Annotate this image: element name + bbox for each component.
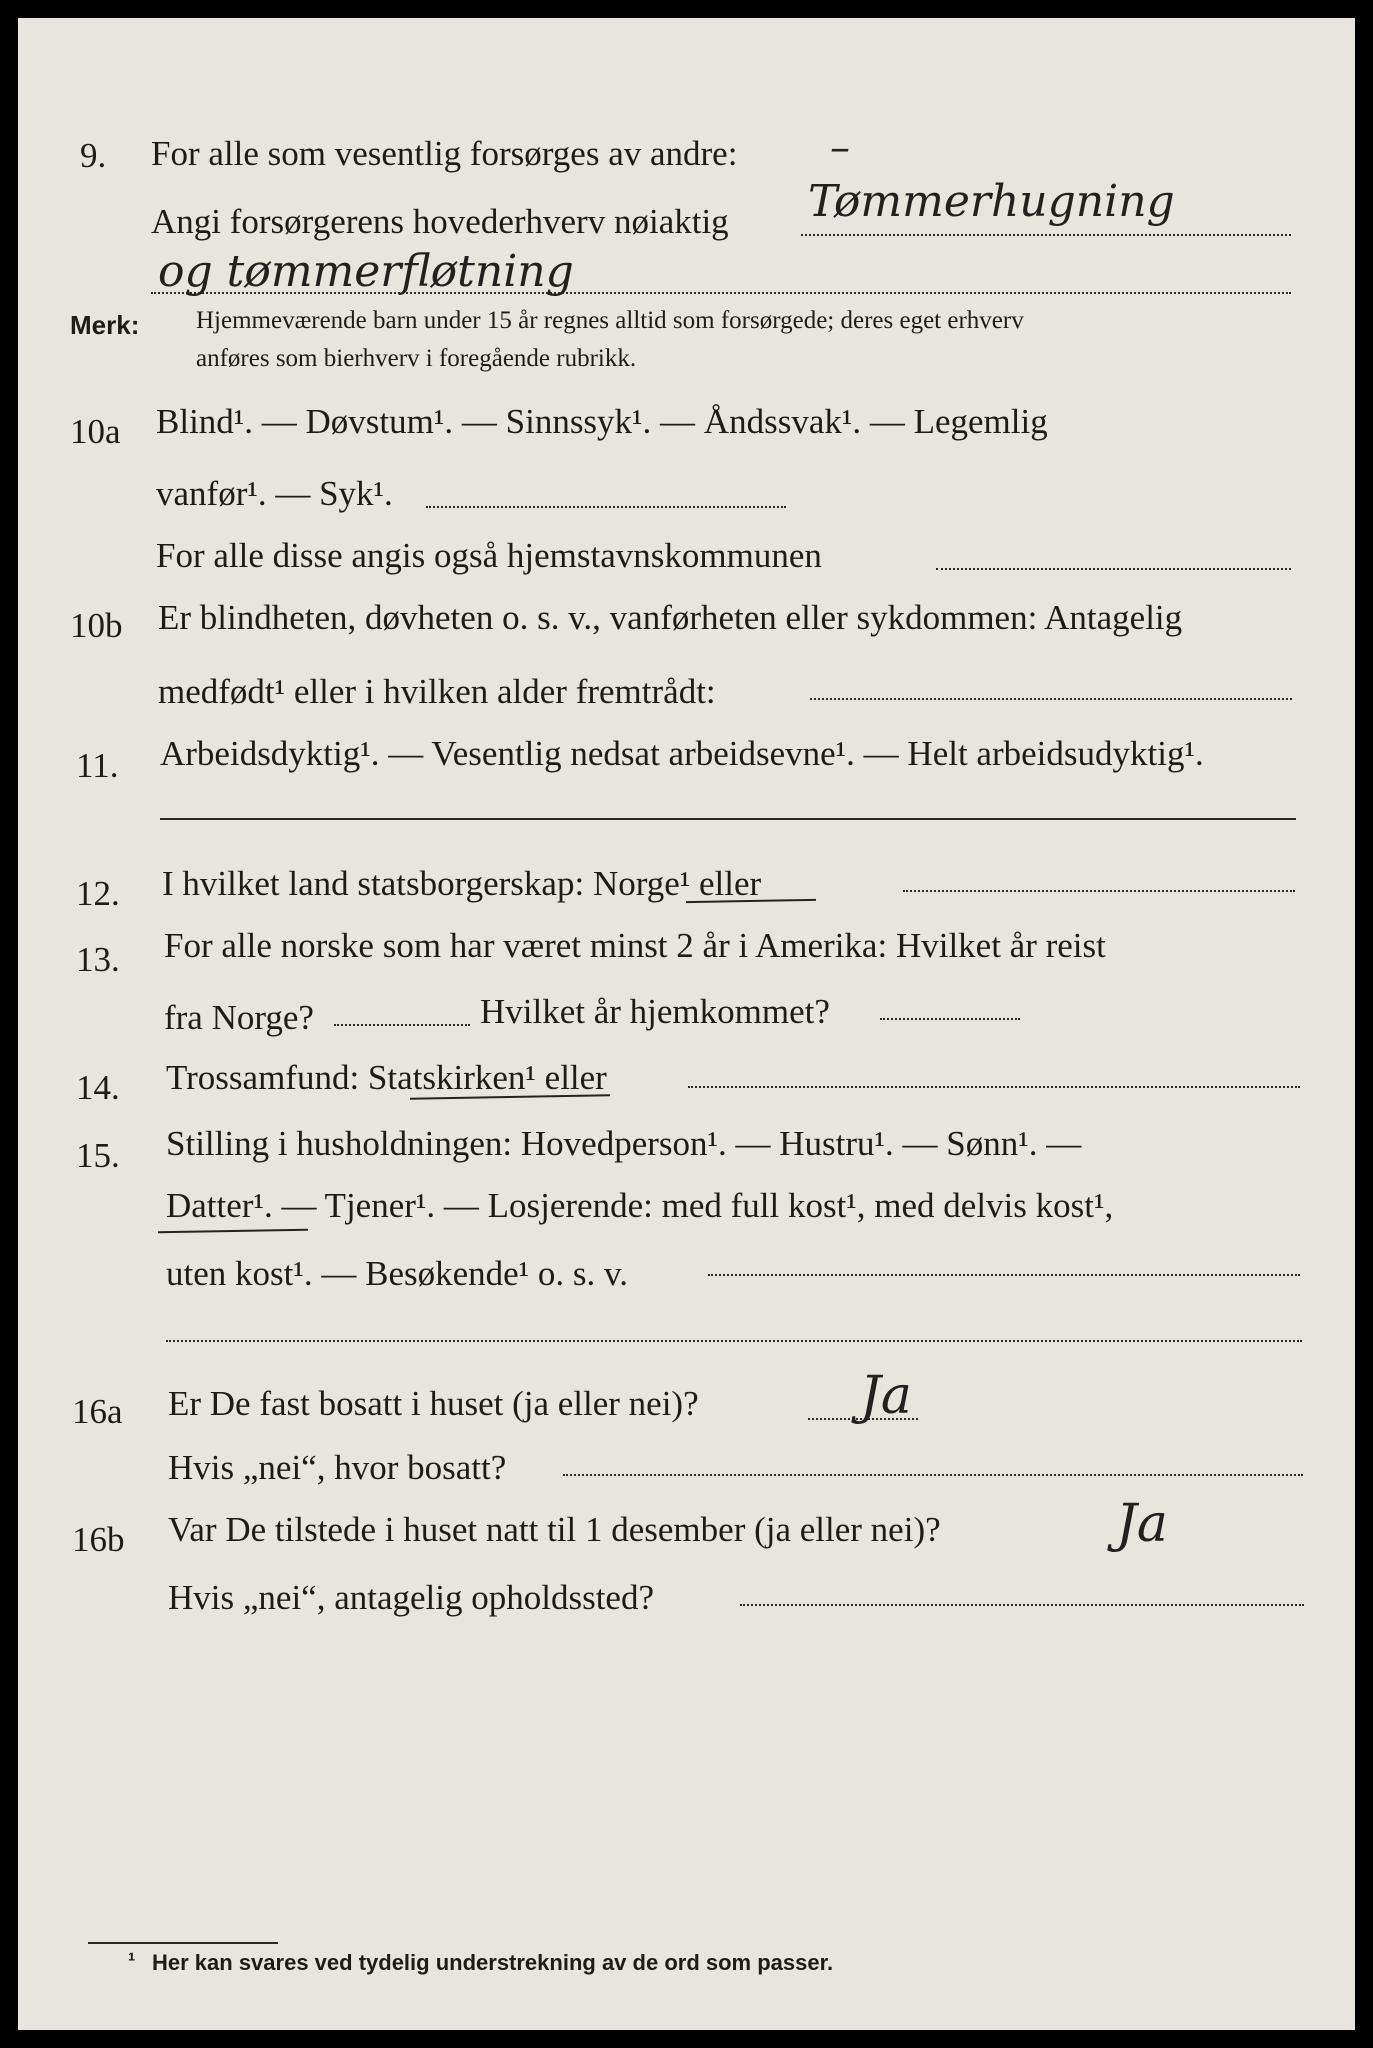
q11-line1: Arbeidsdyktig¹. — Vesentlig nedsat arbeidsevne¹. — Helt arbeidsudyktig¹.	[160, 734, 1204, 773]
q14-dotted-line	[688, 1086, 1300, 1088]
q13-dotted-line-2	[880, 1018, 1020, 1020]
q16a-number: 16a	[72, 1392, 123, 1431]
q13-number: 13.	[76, 940, 120, 979]
q10a-line3: For alle disse angis også hjemstavnskommunen	[156, 536, 822, 575]
q16b-number: 16b	[72, 1520, 125, 1559]
q10b-line2: medfødt¹ eller i hvilken alder fremtrådt:	[158, 672, 716, 711]
q16b-dotted-line	[740, 1604, 1304, 1606]
q11-number: 11.	[76, 746, 119, 785]
q10a-dotted-line-2	[936, 568, 1291, 570]
q9-number: 9.	[80, 136, 107, 175]
q9-line2: Angi forsørgerens hovederhverv nøiaktig	[151, 202, 729, 241]
q13-line2b: Hvilket år hjemkommet?	[480, 992, 830, 1031]
q10b-number: 10b	[70, 606, 123, 645]
q15-line2: Datter¹. — Tjener¹. — Losjerende: med full kost¹, med delvis kost¹,	[166, 1186, 1114, 1225]
q16a-handwritten-answer: Ja	[860, 1366, 912, 1426]
q16a-line2: Hvis „nei“, hvor bosatt?	[168, 1448, 507, 1487]
footnote-rule	[88, 1942, 278, 1944]
merk-line1: Hjemmeværende barn under 15 år regnes alltid som forsørgede; deres eget erhverv	[196, 307, 1024, 334]
q9-handwritten-answer-b: og tømmerfløtning	[158, 246, 574, 297]
q16b-line1: Var De tilstede i huset natt til 1 desember (ja eller nei)?	[168, 1510, 941, 1549]
q12-number: 12.	[76, 874, 120, 913]
footnote-text: Her kan svares ved tydelig understrekning av de ord som passer.	[152, 1950, 834, 1975]
q9-dash-mark: –	[830, 125, 850, 171]
q15-line1: Stilling i husholdningen: Hovedperson¹. — Hustru¹. — Sønn¹. —	[166, 1124, 1082, 1163]
q10a-line1: Blind¹. — Døvstum¹. — Sinnssyk¹. — Åndssvak¹. — Legemlig	[156, 402, 1048, 441]
q10b-line1: Er blindheten, døvheten o. s. v., vanførheten eller sykdommen: Antagelig	[158, 598, 1183, 637]
q16a-line1: Er De fast bosatt i huset (ja eller nei)?	[168, 1384, 699, 1423]
q15-number: 15.	[76, 1136, 120, 1175]
merk-line2: anføres som bierhverv i foregående rubrikk.	[196, 345, 637, 372]
q13-line1: For alle norske som har været minst 2 år i Amerika: Hvilket år reist	[164, 926, 1106, 965]
q15-line3: uten kost¹. — Besøkende¹ o. s. v.	[166, 1254, 629, 1293]
q11-answer-line	[160, 818, 1296, 820]
q12-line1: I hvilket land statsborgerskap: Norge¹ eller	[162, 864, 762, 903]
q13-dotted-line-1	[334, 1024, 470, 1026]
q9-dotted-line-1	[801, 234, 1291, 236]
q15-datter-underline	[158, 1229, 308, 1234]
q15-dotted-line-2	[166, 1340, 1302, 1342]
merk-label: Merk:	[70, 310, 140, 340]
q13-line2a: fra Norge?	[164, 998, 314, 1037]
q10b-dotted-line	[810, 698, 1292, 700]
q10a-number: 10a	[70, 412, 121, 451]
q9-handwritten-answer-a: Tømmerhugning	[808, 176, 1175, 227]
q14-number: 14.	[76, 1068, 120, 1107]
q16a-dotted-line-1	[808, 1418, 918, 1420]
q14-line1: Trossamfund: Statskirken¹ eller	[166, 1058, 607, 1097]
census-form-page	[18, 18, 1355, 2030]
q10a-line2: vanfør¹. — Syk¹.	[156, 474, 393, 513]
q10a-dotted-line-1	[426, 506, 786, 508]
footnote-mark: ¹	[128, 1948, 136, 1973]
q12-dotted-line	[903, 890, 1295, 892]
q15-dotted-line-1	[708, 1274, 1300, 1276]
q16b-handwritten-answer: Ja	[1116, 1494, 1168, 1554]
q16a-dotted-line-2	[563, 1474, 1303, 1476]
q9-line1: For alle som vesentlig forsørges av andre:	[151, 134, 738, 173]
q16b-line2: Hvis „nei“, antagelig opholdssted?	[168, 1578, 654, 1617]
